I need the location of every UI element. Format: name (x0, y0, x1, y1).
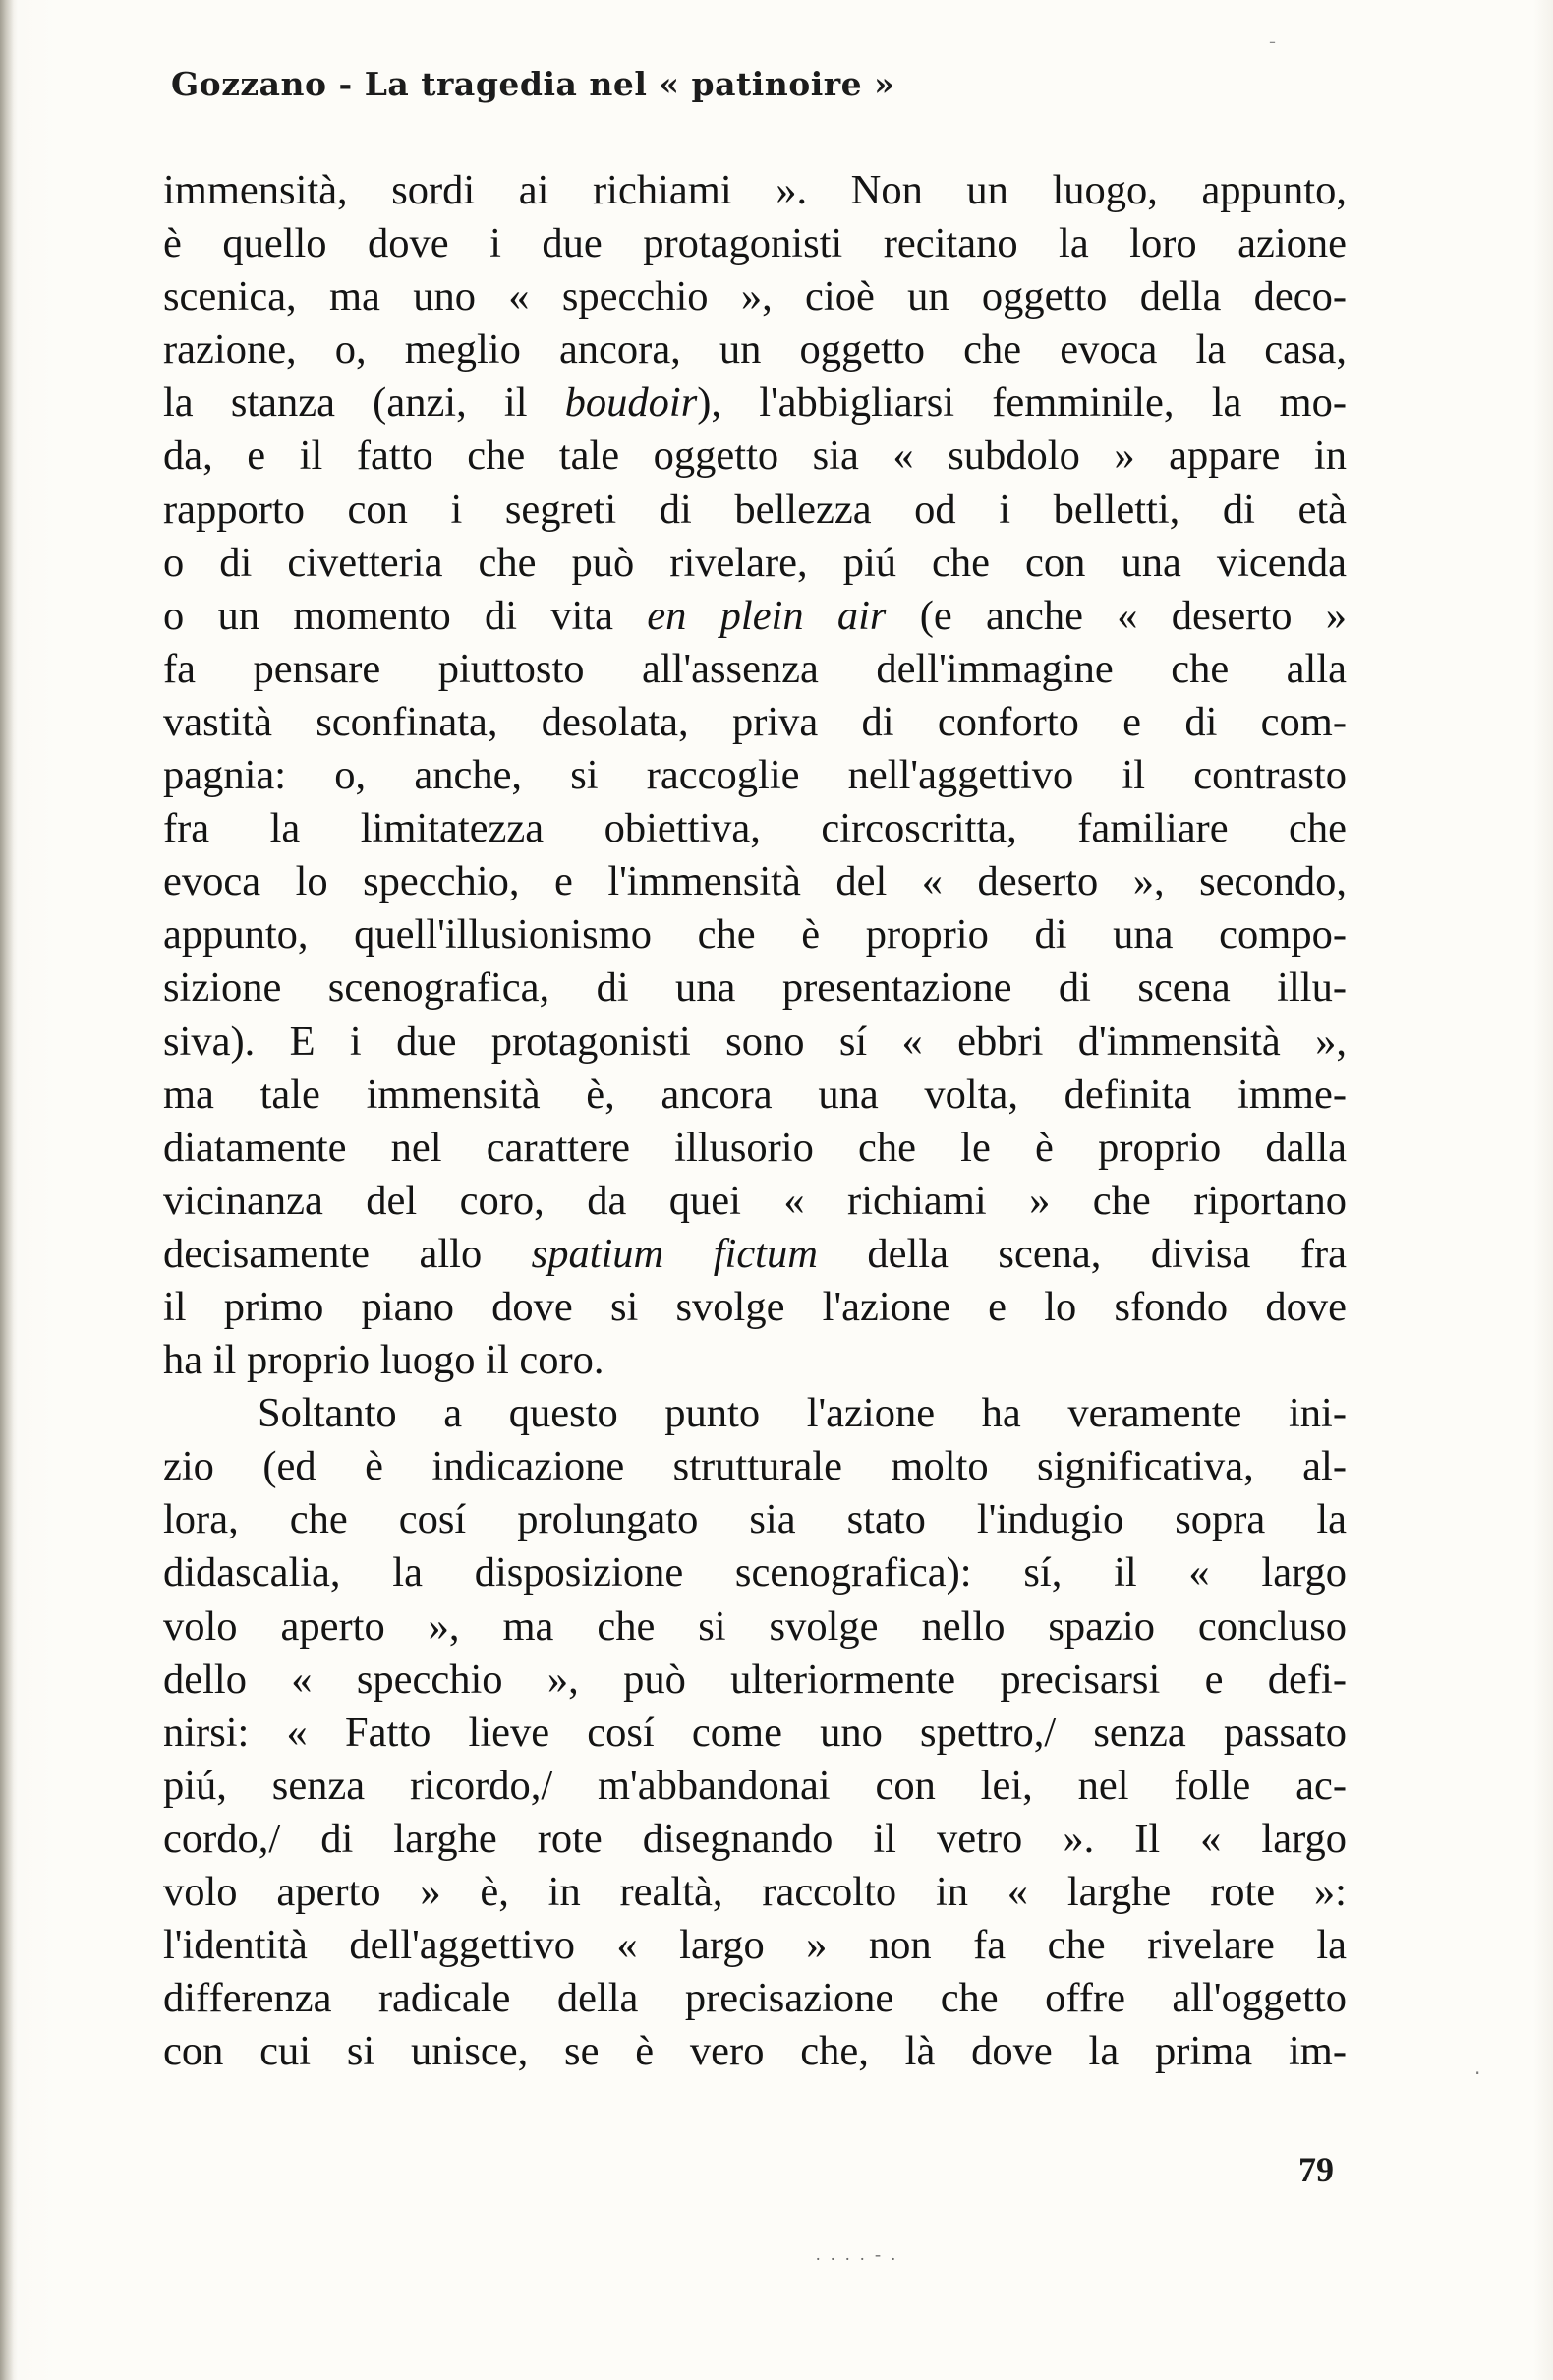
text-line: rapporto con i segreti di bellezza od i belletti, di età (163, 486, 1347, 533)
text-line: nirsi: « Fatto lieve cosí come uno spettro,/ senza passato (163, 1709, 1347, 1756)
scan-specks: . . . . - . (816, 2244, 898, 2264)
text-line: vicinanza del coro, da quei « richiami » che riportano (163, 1177, 1347, 1224)
text-line: è quello dove i due protagonisti recitano la loro azione (163, 220, 1347, 267)
text-line: lora, che cosí prolungato sia stato l'indugio sopra la (163, 1496, 1347, 1543)
text-line: dello « specchio », può ulteriormente precisarsi e defi- (163, 1655, 1347, 1703)
spine-shadow (0, 0, 14, 2380)
text-line: evoca lo specchio, e l'immensità del « deserto », secondo, (163, 858, 1347, 905)
text-line: fa pensare piuttosto all'assenza dell'immagine che alla (163, 645, 1347, 692)
text-line: piú, senza ricordo,/ m'abbandonai con lei, nel folle ac- (163, 1762, 1347, 1809)
text-line: l'identità dell'aggettivo « largo » non fa che rivelare la (163, 1922, 1347, 1969)
text-line: ha il proprio luogo il coro. (163, 1337, 604, 1384)
scan-mark-top: ˉ (1268, 39, 1277, 60)
text-line: differenza radicale della precisazione che offre all'oggetto (163, 1975, 1347, 2022)
text-line: ma tale immensità è, ancora una volta, definita imme- (163, 1071, 1347, 1118)
text-line: razione, o, meglio ancora, un oggetto che evoca la casa, (163, 326, 1347, 374)
text-line: decisamente allo spatium fictum della scena, divisa fra (163, 1230, 1347, 1277)
text-line: o di civetteria che può rivelare, piú che con una vicenda (163, 539, 1347, 586)
text-line: siva). E i due protagonisti sono sí « ebbri d'immensità », (163, 1017, 1347, 1065)
text-line: sizione scenografica, di una presentazione di scena illu- (163, 964, 1347, 1012)
scan-mark-right: · (1474, 2061, 1481, 2085)
text-line: zio (ed è indicazione strutturale molto significativa, al- (163, 1443, 1347, 1490)
text-line: il primo piano dove si svolge l'azione e lo sfondo dove (163, 1283, 1347, 1330)
text-line: diatamente nel carattere illusorio che le è proprio dalla (163, 1124, 1347, 1171)
text-line: o un momento di vita en plein air (e anche « deserto » (163, 592, 1347, 639)
text-line: con cui si unisce, se è vero che, là dove la prima im- (163, 2028, 1347, 2075)
paragraph-2 (163, 1387, 1347, 2078)
text-line: vastità sconfinata, desolata, priva di conforto e di com- (163, 698, 1347, 745)
text-line: volo aperto » è, in realtà, raccolto in « larghe rote »: (163, 1869, 1347, 1915)
text-line: scenica, ma uno « specchio », cioè un oggetto della deco- (163, 273, 1347, 320)
text-line: da, e il fatto che tale oggetto sia « subdolo » appare in (163, 433, 1347, 480)
text-line: volo aperto », ma che si svolge nello spazio concluso (163, 1602, 1347, 1650)
text-line: fra la limitatezza obiettiva, circoscritta, familiare che (163, 805, 1347, 852)
text-line: cordo,/ di larghe rote disegnando il vetro ». Il « largo (163, 1815, 1347, 1862)
text-line: Soltanto a questo punto l'azione ha veramente ini- (258, 1390, 1347, 1437)
text-line: didascalia, la disposizione scenografica): sí, il « largo (163, 1549, 1347, 1596)
page-number: 79 (1298, 2150, 1334, 2189)
text-line: appunto, quell'illusionismo che è proprio di una compo- (163, 911, 1347, 958)
body-text (163, 164, 1347, 2078)
text-line: immensità, sordi ai richiami ». Non un luogo, appunto, (163, 167, 1347, 213)
running-head: Gozzano - La tragedia nel « patinoire » (171, 65, 895, 103)
text-line: pagnia: o, anche, si raccoglie nell'aggettivo il contrasto (163, 752, 1347, 799)
text-line: la stanza (anzi, il boudoir), l'abbigliarsi femminile, la mo- (163, 379, 1347, 427)
paragraph-1 (163, 164, 1347, 1387)
